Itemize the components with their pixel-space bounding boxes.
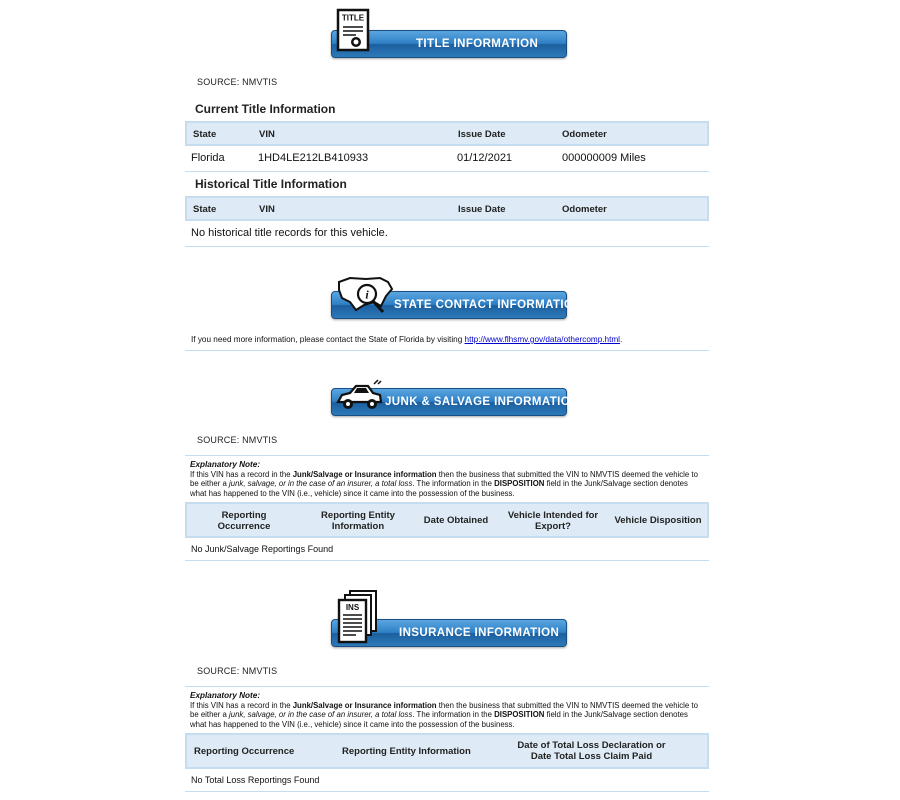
- col-vin: VIN: [259, 204, 275, 215]
- cell-state: Florida: [191, 152, 225, 164]
- divider: [185, 560, 709, 561]
- col-reporting-entity: Reporting Entity Information: [321, 510, 395, 532]
- junk-note-title: [190, 460, 260, 469]
- title-document-icon: [336, 8, 372, 54]
- title-source: SOURCE: NMVTIS: [197, 77, 278, 87]
- divider: [185, 791, 709, 792]
- ins-icon-text: INS: [345, 603, 360, 612]
- junk-source: SOURCE: NMVTIS: [197, 435, 278, 445]
- note-text: If this VIN has a record in the: [190, 701, 293, 710]
- note-text: field in the Junk/Salvage section denotes what has happened to the VIN (i.e., vehicle) since it came into the possession of the business.: [190, 710, 688, 729]
- junk-header-row: [185, 502, 709, 538]
- divider: [185, 455, 709, 456]
- insurance-note-title: [190, 691, 260, 700]
- col-reporting-entity: Reporting Entity Information: [342, 746, 471, 757]
- junk-empty-message: No Junk/Salvage Reportings Found: [191, 544, 334, 554]
- banner-label: TITLE INFORMATION: [416, 38, 539, 50]
- current-title-header-row: [185, 121, 709, 146]
- state-contact-link[interactable]: http://www.flhsmv.gov/data/othercomp.html: [464, 335, 621, 344]
- insurance-empty-message: No Total Loss Reportings Found: [191, 775, 320, 785]
- col-issue-date: Issue Date: [458, 129, 506, 140]
- col-odometer: Odometer: [562, 129, 607, 140]
- col-reporting-occurrence: Reporting Occurrence: [194, 746, 295, 757]
- col-reporting-occurrence: Reporting Occurrence: [217, 510, 271, 532]
- state-contact-text: [191, 335, 622, 344]
- insurance-source: SOURCE: NMVTIS: [197, 666, 278, 676]
- svg-text:i: i: [365, 287, 369, 302]
- note-text: DISPOSITION: [494, 710, 545, 720]
- banner-label: INSURANCE INFORMATION: [399, 627, 560, 639]
- divider: [185, 350, 709, 351]
- col-state: State: [193, 204, 217, 215]
- divider: [185, 246, 709, 247]
- insurance-explanatory-note: [190, 701, 705, 729]
- note-title-text: Explanatory Note:: [190, 691, 261, 700]
- historical-empty-message: No historical title records for this vehicle.: [191, 227, 388, 239]
- col-issue-date: Issue Date: [458, 204, 506, 215]
- note-text: then the business that submitted the VIN to NMVTIS deemed the vehicle to be either a: [190, 470, 698, 489]
- note-text: junk, salvage, or in the case of an insurer, a total loss: [229, 479, 413, 489]
- col-total-loss-date: Date of Total Loss Declaration or Date Total Loss Claim Paid: [517, 740, 666, 762]
- col-vin: VIN: [259, 129, 275, 140]
- car-icon: [334, 378, 384, 414]
- note-text: . The information in the: [412, 479, 495, 489]
- note-text: Junk/Salvage or Insurance information: [292, 701, 437, 710]
- note-text: then the business that submitted the VIN to NMVTIS deemed the vehicle to be either a: [190, 701, 698, 720]
- note-text: . The information in the: [412, 710, 495, 720]
- contact-text-after: .: [620, 335, 623, 344]
- current-title-heading: Current Title Information: [195, 102, 336, 116]
- historical-title-header-row: [185, 196, 709, 221]
- note-text: field in the Junk/Salvage section denotes what has happened to the VIN (i.e., vehicle) since it came into the possession of the business.: [190, 479, 688, 498]
- col-date-obtained: Date Obtained: [423, 515, 489, 526]
- banner-label: STATE CONTACT INFORMATION: [394, 299, 583, 311]
- note-text: Junk/Salvage or Insurance information: [292, 470, 437, 479]
- cell-odometer: 000000009 Miles: [562, 152, 646, 164]
- divider: [185, 686, 709, 687]
- us-map-info-icon: [336, 272, 396, 316]
- divider: [185, 171, 709, 172]
- title-icon-text: TITLE: [341, 13, 365, 23]
- col-odometer: Odometer: [562, 204, 607, 215]
- note-title-text: Explanatory Note:: [190, 460, 261, 469]
- cell-issue-date: 01/12/2021: [457, 152, 513, 164]
- col-intended-export: Vehicle Intended for Export?: [507, 510, 599, 532]
- note-text: DISPOSITION: [494, 479, 545, 489]
- note-text: junk, salvage, or in the case of an insurer, a total loss: [229, 710, 413, 720]
- note-text: If this VIN has a record in the: [190, 470, 293, 479]
- junk-explanatory-note: [190, 470, 705, 498]
- col-state: State: [193, 129, 217, 140]
- historical-title-heading: Historical Title Information: [195, 177, 347, 191]
- insurance-header-row: [185, 733, 709, 769]
- col-vehicle-disposition: Vehicle Disposition: [614, 515, 702, 526]
- cell-vin: 1HD4LE212LB410933: [258, 152, 369, 164]
- contact-text-before: If you need more information, please contact the State of Florida by visiting: [191, 335, 465, 344]
- banner-label: JUNK & SALVAGE INFORMATION: [385, 396, 579, 408]
- insurance-documents-icon: [336, 589, 382, 647]
